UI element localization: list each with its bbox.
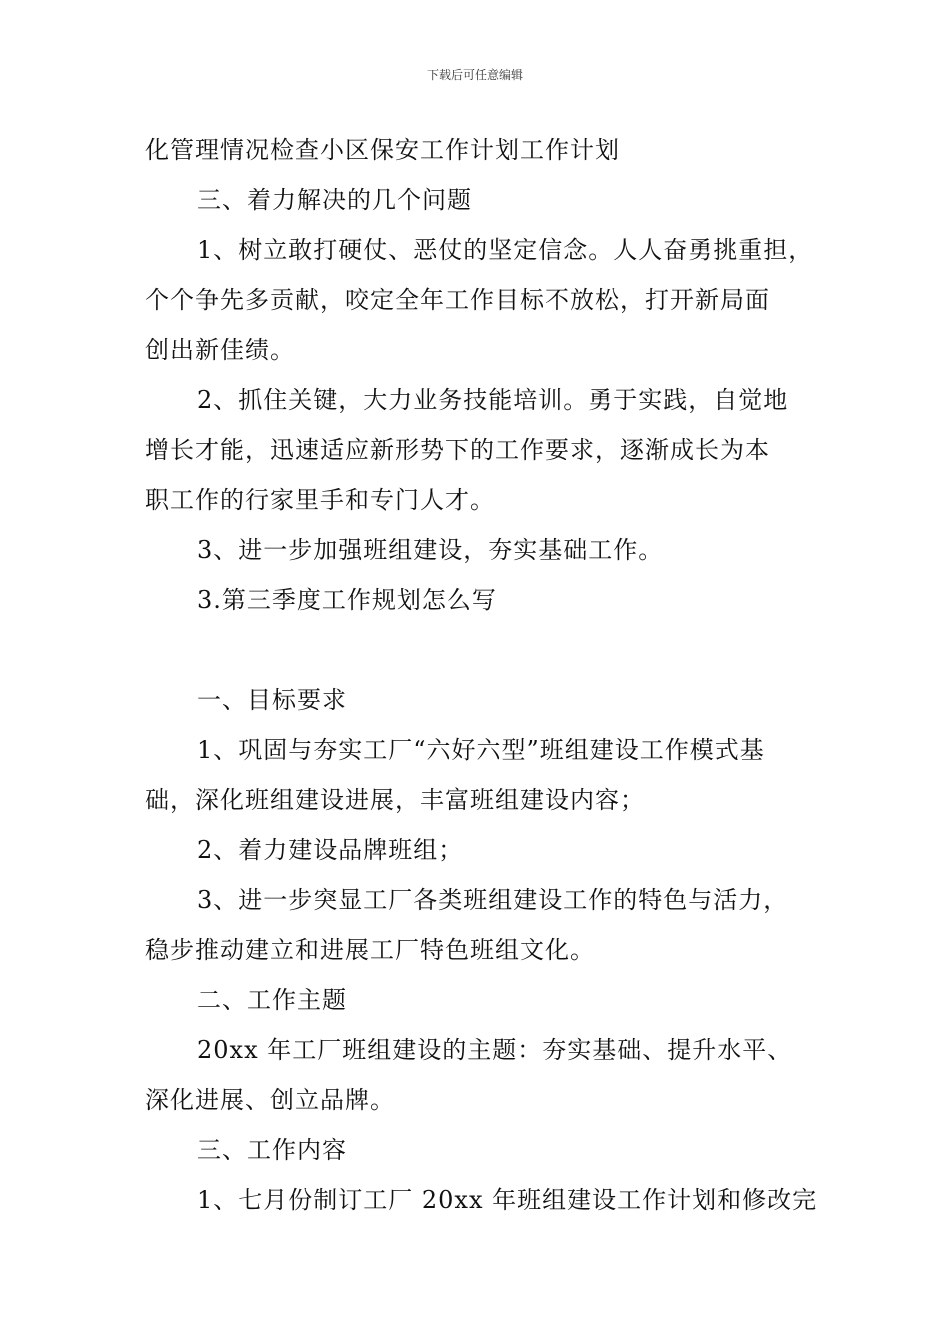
section-heading: 三、着力解决的几个问题 xyxy=(197,186,472,214)
paragraph-line: 3、进一步加强班组建设，夯实基础工作。 xyxy=(197,536,664,564)
paragraph-line: 个个争先多贡献，咬定全年工作目标不放松，打开新局面 xyxy=(145,286,770,314)
section-title: 3.第三季度工作规划怎么写 xyxy=(197,586,497,614)
paragraph-line: 20xx 年工厂班组建设的主题：夯实基础、提升水平、 xyxy=(197,1036,793,1064)
page-header: 下载后可任意编辑 xyxy=(426,68,523,82)
paragraph-line: 础，深化班组建设进展，丰富班组建设内容； xyxy=(145,786,645,814)
paragraph-line: 化管理情况检查小区保安工作计划工作计划 xyxy=(145,136,620,164)
paragraph-line: 1、巩固与夯实工厂“六好六型”班组建设工作模式基 xyxy=(197,736,765,764)
paragraph-line: 深化进展、创立品牌。 xyxy=(145,1086,395,1114)
paragraph-line: 稳步推动建立和进展工厂特色班组文化。 xyxy=(145,936,595,964)
paragraph-line: 2、抓住关键，大力业务技能培训。勇于实践，自觉地 xyxy=(197,386,789,414)
paragraph-line: 1、树立敢打硬仗、恶仗的坚定信念。人人奋勇挑重担， xyxy=(197,236,814,264)
section-heading: 一、目标要求 xyxy=(197,686,347,714)
paragraph-line: 职工作的行家里手和专门人才。 xyxy=(145,486,495,514)
section-heading: 三、工作内容 xyxy=(197,1136,347,1164)
section-heading: 二、工作主题 xyxy=(197,986,347,1014)
document-body xyxy=(145,125,835,1225)
paragraph-line: 2、着力建设品牌班组； xyxy=(197,836,464,864)
paragraph-line: 1、七月份制订工厂 20xx 年班组建设工作计划和修改完 xyxy=(197,1186,818,1214)
paragraph-line: 3、进一步突显工厂各类班组建设工作的特色与活力， xyxy=(197,886,789,914)
paragraph-line: 创出新佳绩。 xyxy=(145,336,295,364)
blank-line xyxy=(145,625,835,675)
paragraph-line: 增长才能，迅速适应新形势下的工作要求，逐渐成长为本 xyxy=(145,436,770,464)
